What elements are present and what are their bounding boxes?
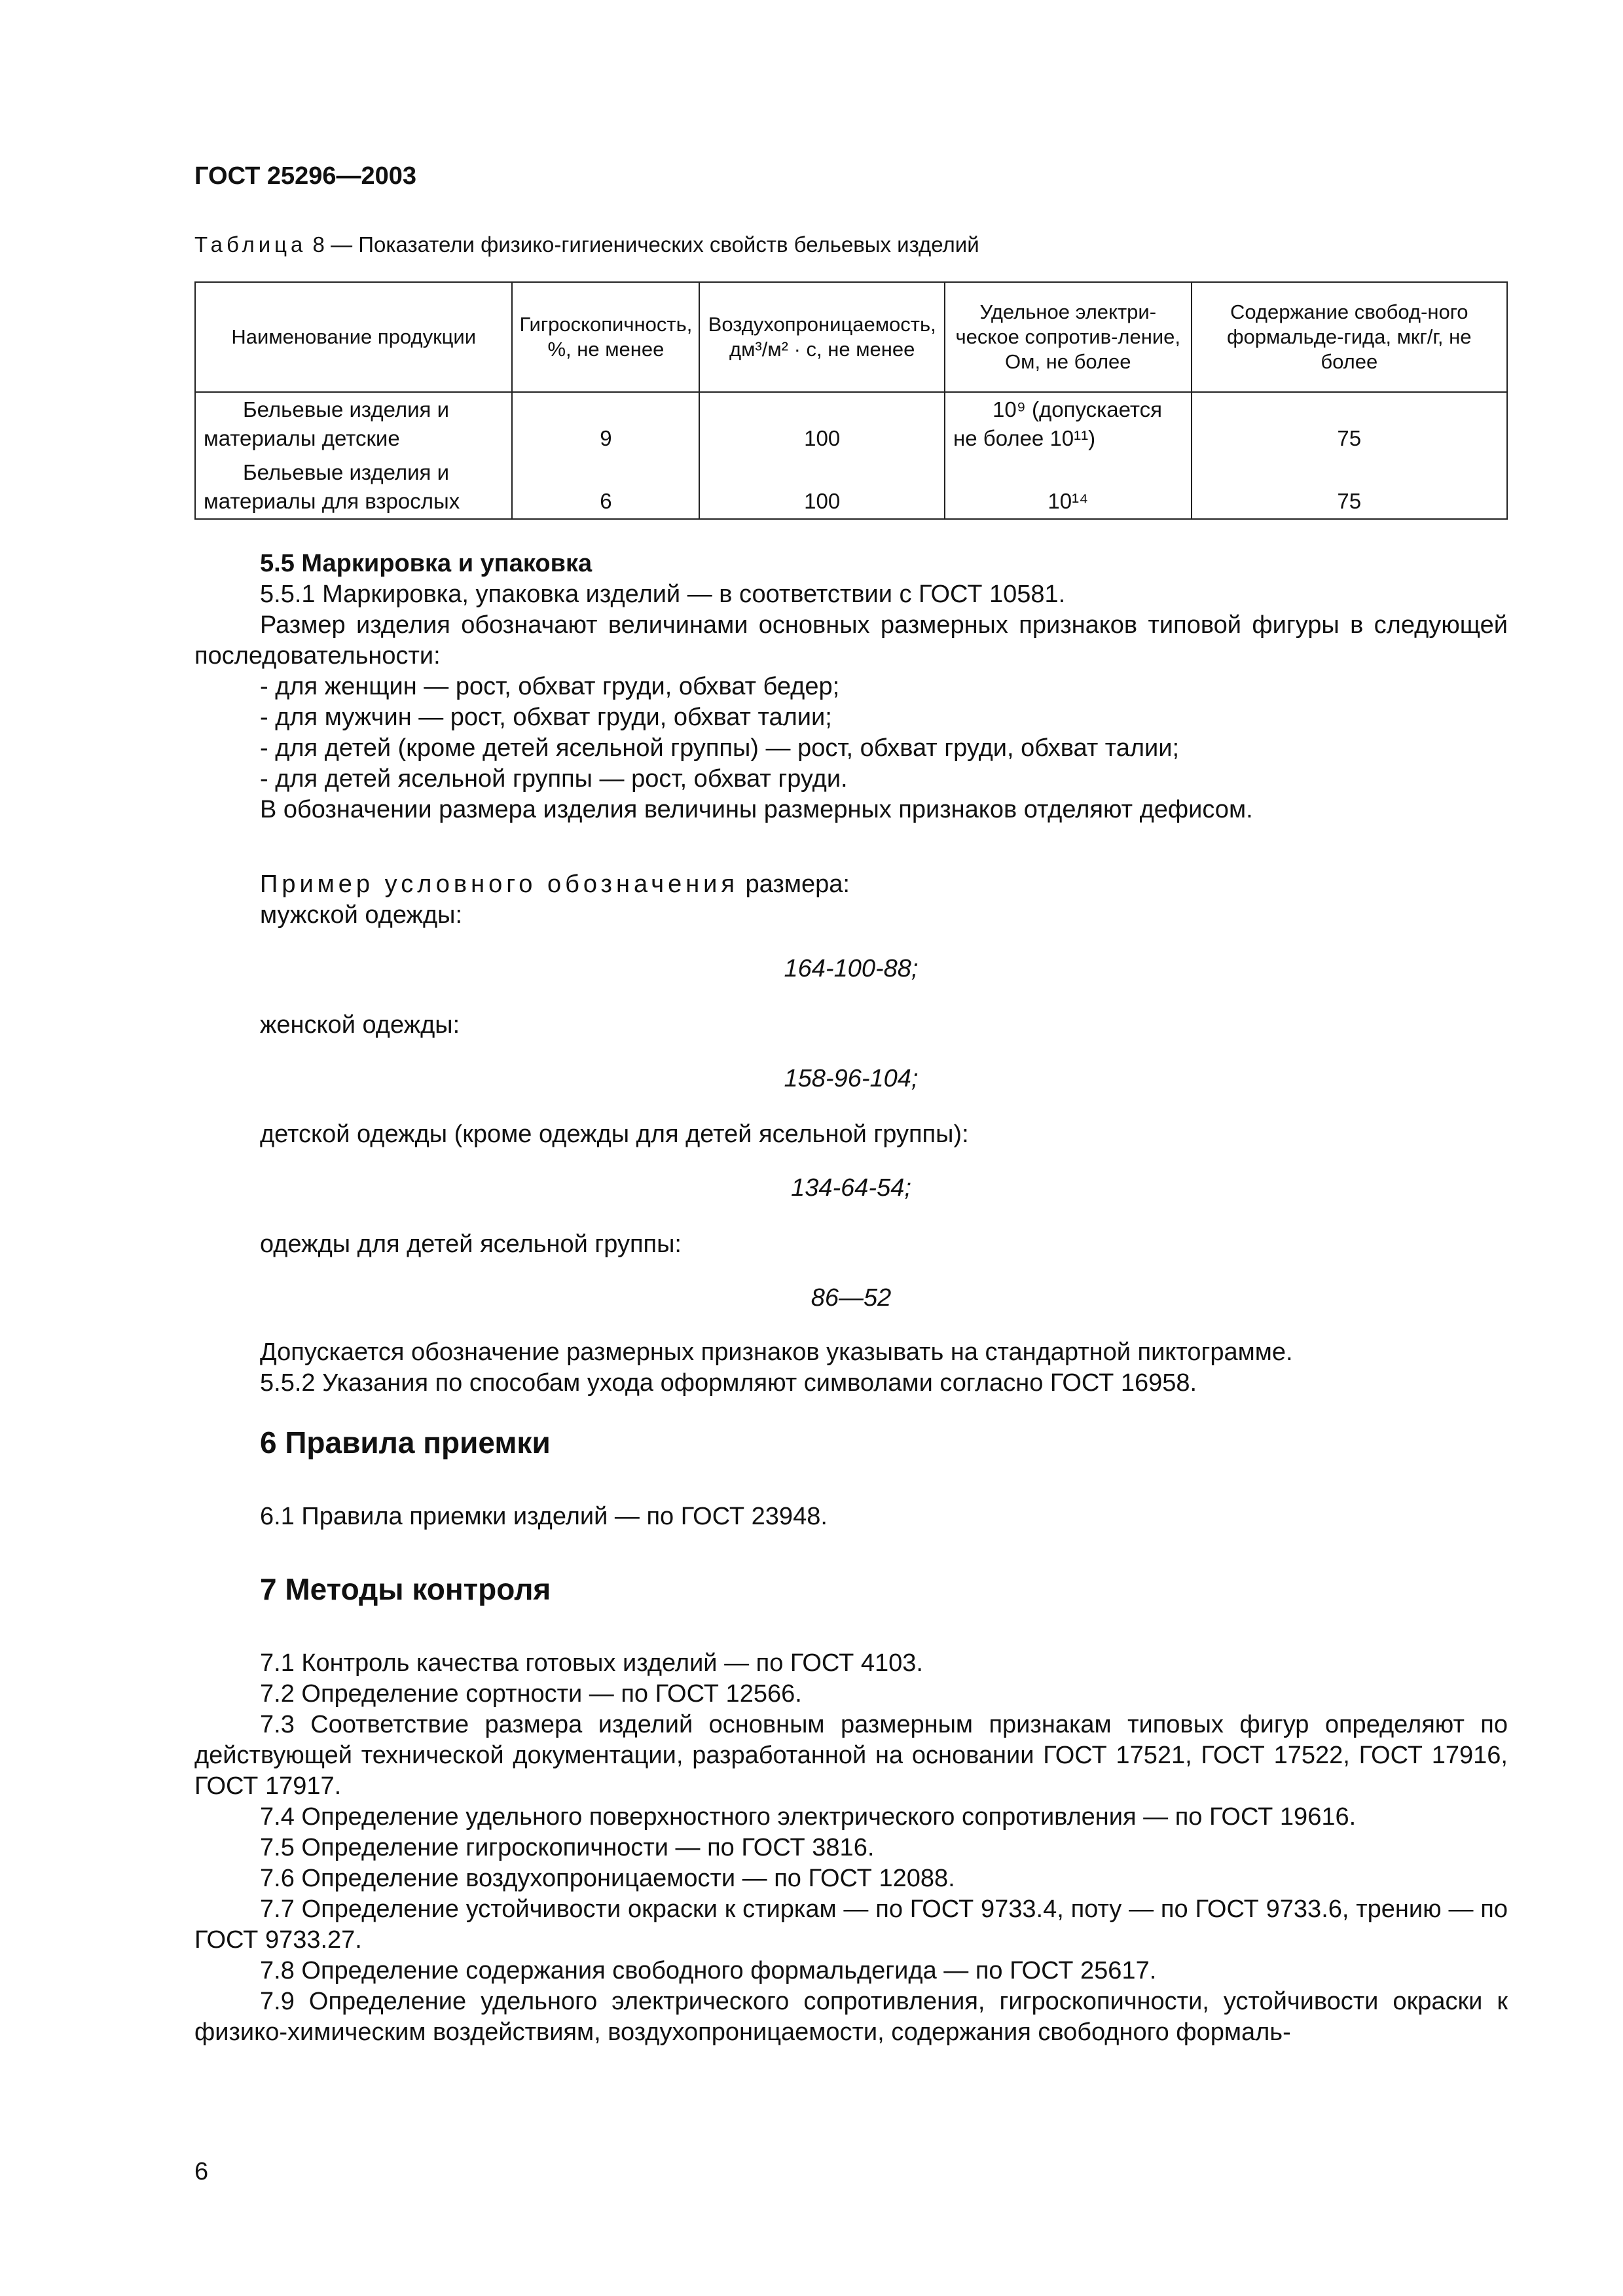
document-header: ГОСТ 25296—2003 (194, 162, 417, 190)
section-title: 7 Методы контроля (260, 1572, 551, 1606)
section-6-body (194, 1501, 1508, 1532)
paragraph: 7.9 Определение удельного электрического сопротивления, гигроскопичности, устойчивости окраски к физико-химическим воздействиям, воздухопроницаемости, содержания свободного формаль- (194, 1988, 1508, 2046)
properties-table (194, 281, 1508, 520)
resistance-cell: 10¹⁴ (945, 456, 1191, 519)
example-label: одежды для детей ясельной группы: (260, 1230, 682, 1258)
example-label: детской одежды (кроме одежды для детей ясельной группы): (260, 1121, 969, 1148)
list-item: - для мужчин — рост, обхват груди, обхват талии; (260, 704, 832, 731)
example-label: мужской одежды: (260, 901, 463, 929)
section-7 (194, 1574, 1508, 1605)
col-header-product: Наименование продукции (195, 282, 512, 392)
paragraph: 5.5.1 Маркировка, упаковка изделий — в соответствии с ГОСТ 10581. (260, 581, 1066, 608)
table-caption-word: Таблица (194, 232, 307, 257)
example-block (194, 869, 1508, 931)
paragraph: 7.2 Определение сортности — по ГОСТ 12566. (260, 1680, 802, 1708)
resistance-cell: 10⁹ (допускается не более 10¹¹) (945, 392, 1191, 456)
paragraph: 7.5 Определение гигроскопичности — по ГОСТ 3816. (260, 1834, 875, 1861)
section-5-5 (194, 548, 1508, 825)
col-header-formaldehyde: Содержание свобод-ного формальде-гида, мкг/г, не более (1192, 282, 1507, 392)
product-name-cell: Бельевые изделия и материалы для взрослых (195, 456, 512, 519)
paragraph: В обозначении размера изделия величины размерных признаков отделяют дефисом. (260, 796, 1253, 823)
paragraph: Допускается обозначение размерных признаков указывать на стандартной пиктограмме. (260, 1338, 1293, 1366)
properties-table-wrapper (194, 281, 1508, 520)
paragraph: 7.7 Определение устойчивости окраски к стиркам — по ГОСТ 9733.4, поту — по ГОСТ 9733.6, трению — по ГОСТ 9733.27. (194, 1895, 1508, 1954)
paragraph: 7.6 Определение воздухопроницаемости — по ГОСТ 12088. (260, 1865, 955, 1892)
formaldehyde-cell: 75 (1192, 392, 1507, 456)
hygro-cell: 6 (512, 456, 699, 519)
product-name-cell: Бельевые изделия и материалы детские (195, 392, 512, 456)
formaldehyde-cell: 75 (1192, 456, 1507, 519)
col-header-resistance: Удельное электри-ческое сопротив-ление, Ом, не более (945, 282, 1191, 392)
section-title: 5.5 Маркировка и упаковка (260, 550, 593, 577)
table-caption (194, 232, 979, 257)
list-item: - для детей ясельной группы — рост, обхват груди. (260, 765, 848, 793)
section-6 (194, 1427, 1508, 1458)
paragraph: 7.8 Определение содержания свободного формальдегида — по ГОСТ 25617. (260, 1957, 1157, 1984)
section-5-5-end (194, 1337, 1508, 1399)
paragraph: 7.3 Соответствие размера изделий основным размерным признакам типовых фигур определяют по действующей технической документации, разработанной на основании ГОСТ 17521, ГОСТ 17522, ГОСТ 17916, ГОСТ 17917. (194, 1711, 1508, 1800)
table-row (195, 456, 1507, 519)
section-7-body (194, 1648, 1508, 2048)
col-header-hygroscopicity: Гигроскопичность, %, не менее (512, 282, 699, 392)
table-caption-text: 8 — Показатели физико-гигиенических свойств бельевых изделий (306, 232, 979, 257)
paragraph: 7.1 Контроль качества готовых изделий — по ГОСТ 4103. (260, 1649, 923, 1677)
page-number: 6 (194, 2158, 209, 2185)
air-cell: 100 (699, 392, 945, 456)
example-value: 86—52 (811, 1284, 892, 1312)
table-row (195, 392, 1507, 456)
col-header-air-permeability: Воздухопроницаемость, дм³/м² · с, не менее (699, 282, 945, 392)
list-item: - для детей (кроме детей ясельной группы) — рост, обхват груди, обхват талии; (260, 734, 1180, 762)
example-value: 158-96-104; (784, 1065, 919, 1092)
paragraph: 5.5.2 Указания по способам ухода оформляют символами согласно ГОСТ 16958. (260, 1369, 1197, 1397)
paragraph: 7.4 Определение удельного поверхностного электрического сопротивления — по ГОСТ 19616. (260, 1803, 1357, 1831)
list-item: - для женщин — рост, обхват груди, обхват бедер; (260, 673, 840, 700)
example-value: 134-64-54; (791, 1174, 911, 1202)
example-value: 164-100-88; (784, 955, 919, 982)
hygro-cell: 9 (512, 392, 699, 456)
example-label: женской одежды: (260, 1011, 460, 1039)
paragraph: 6.1 Правила приемки изделий — по ГОСТ 23948. (260, 1503, 828, 1530)
example-heading: Пример условного обозначения размера: (260, 870, 850, 898)
paragraph: Размер изделия обозначают величинами основных размерных признаков типовой фигуры в следующей последовательности: (194, 611, 1508, 670)
section-title: 6 Правила приемки (260, 1426, 551, 1460)
air-cell: 100 (699, 456, 945, 519)
